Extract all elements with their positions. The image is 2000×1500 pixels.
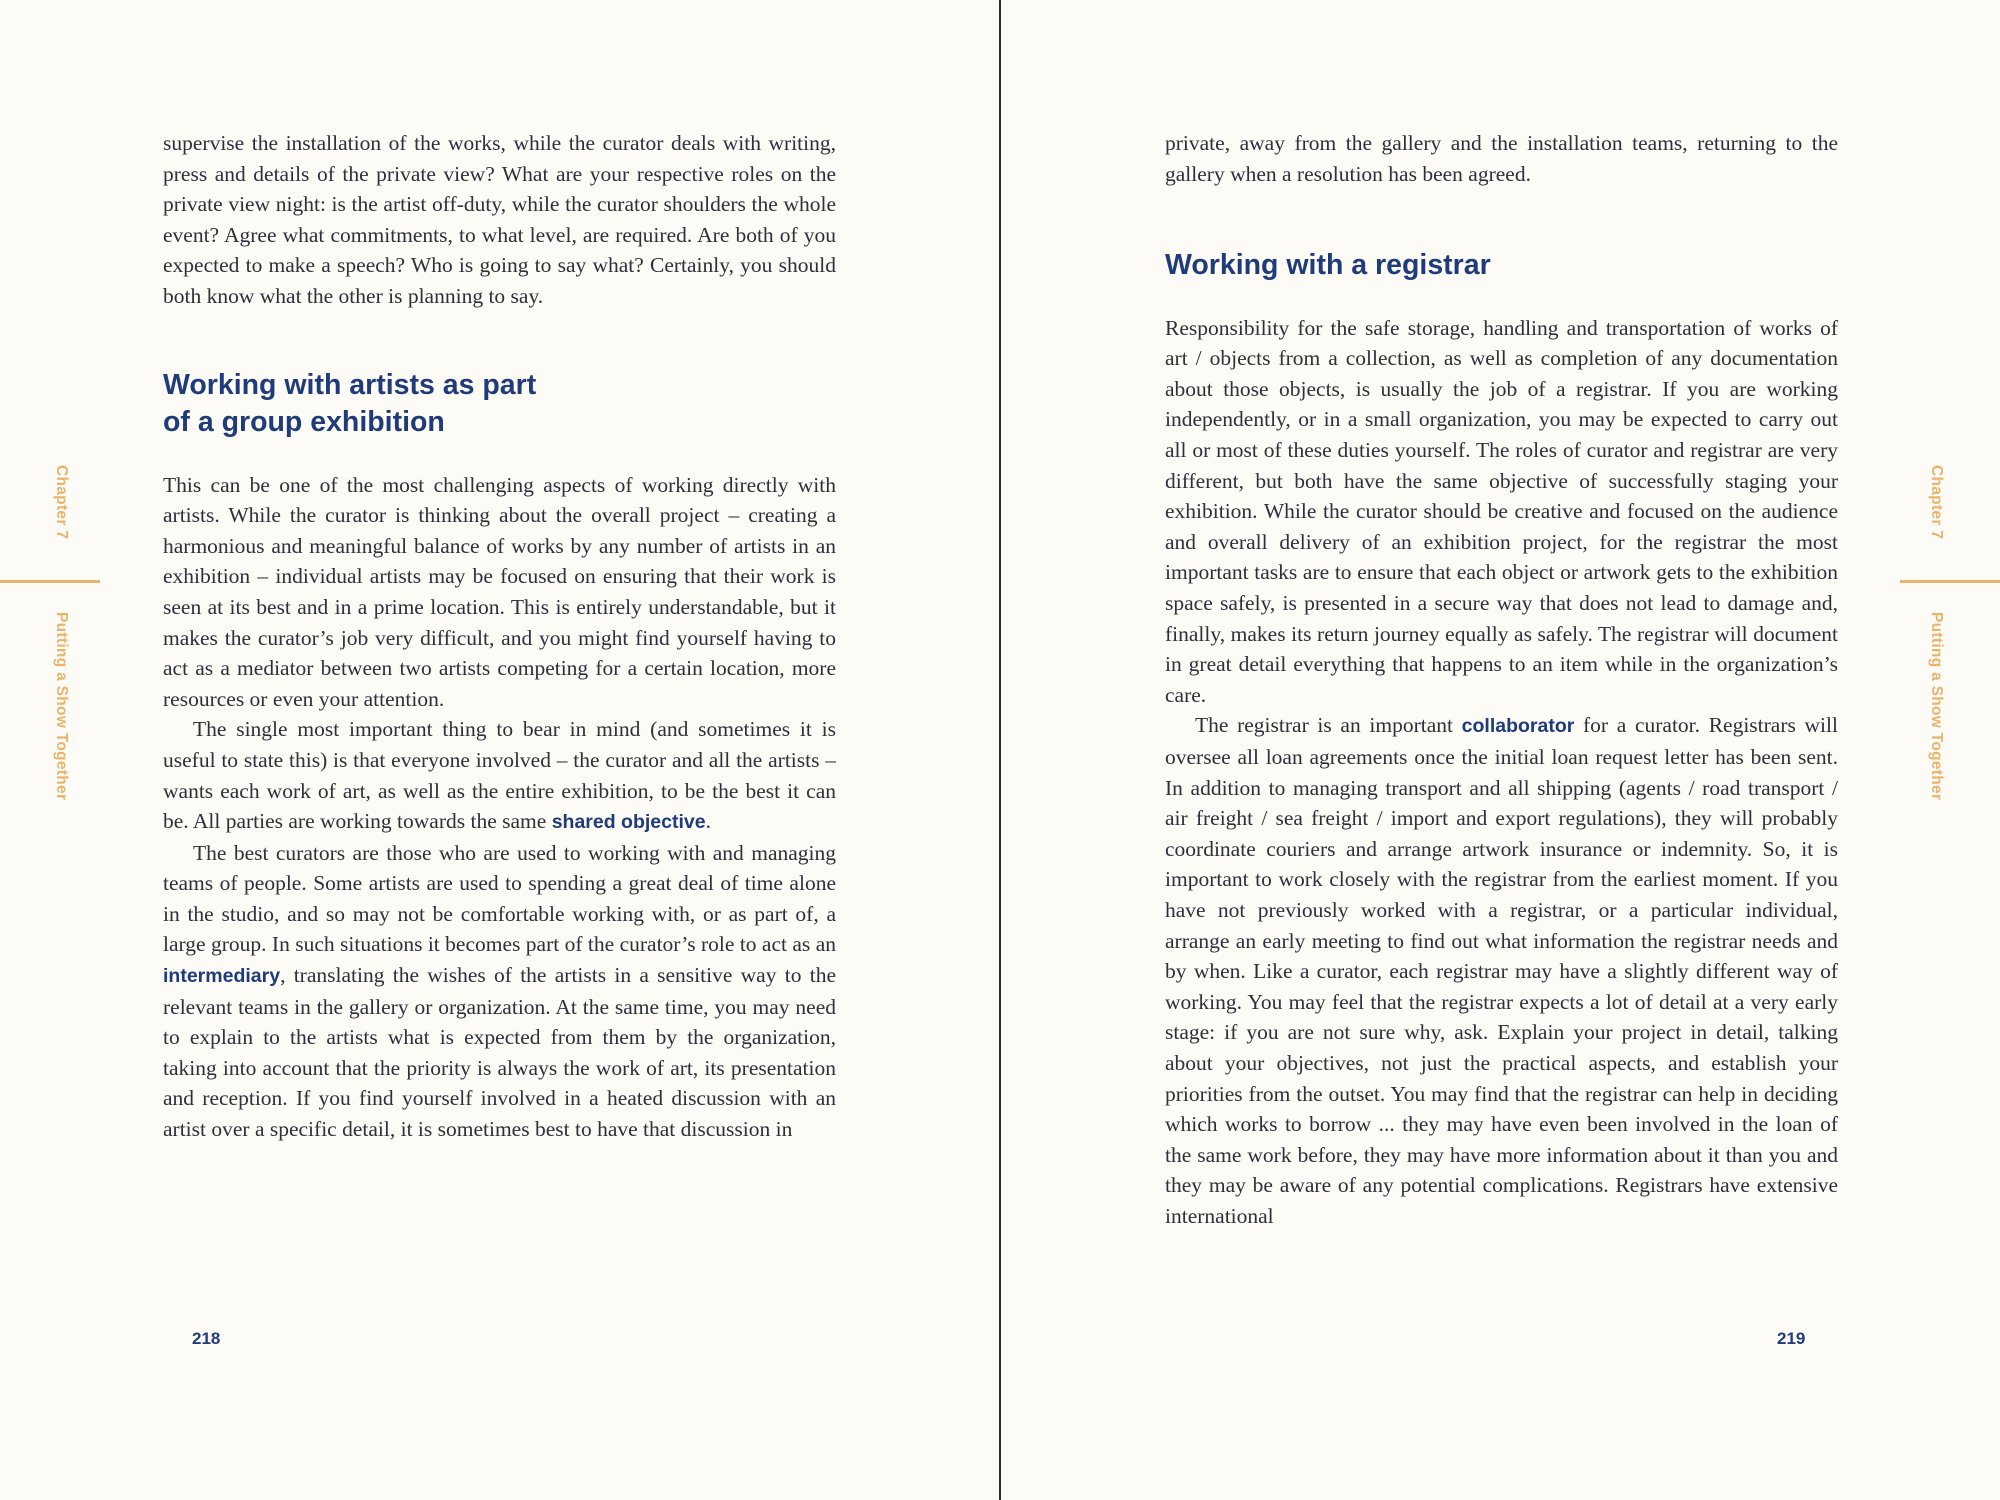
keyword-collaborator: collaborator: [1461, 715, 1575, 738]
section-tab-label: Putting a Show Together: [53, 612, 70, 801]
tab-divider: [1900, 580, 2000, 583]
right-text-column: [1165, 128, 1838, 1232]
body-paragraph: [1165, 710, 1838, 1231]
page-number: 218: [192, 1329, 221, 1348]
tab-divider: [0, 580, 100, 583]
body-paragraph: Responsibility for the safe storage, handling and transportation of works of art / objects from a collection, as well as completion of any documentation about those objects, is usually the job of a registrar. If you are working independently, or in a small organization, you may be expected to carry out all or most of these duties yourself. The roles of curator and registrar are very different, but both have the same objective of successfully staging your exhibition. While the curator should be creative and focused on the audience and overall delivery of an exhibition project, for the registrar the most important tasks are to ensure that each object or artwork gets to the exhibition space safely, is presented in a secure way that does not lead to damage and, finally, makes its return journey equally as safely. The registrar will document in great detail everything that happens to an item while in the organization’s care.: [1165, 315, 1838, 707]
heading-line-1: Working with artists as part: [163, 368, 537, 401]
paragraph-text: The single most important thing to bear in mind (and sometimes it is useful to state this) is that everyone involved – the curator and all the artists – wants each work of art, as well as the entire exhibition, to be the best it can be. All parties are working towards the same: [163, 717, 836, 834]
body-paragraph: [163, 714, 836, 837]
keyword-shared-objective: shared objective: [551, 811, 706, 834]
section-heading: [163, 367, 836, 442]
page-number: 219: [1777, 1329, 1806, 1348]
paragraph-text: .: [705, 809, 711, 834]
section-heading: Working with a registrar: [1165, 249, 1491, 282]
chapter-tab-label: Chapter 7: [53, 465, 70, 540]
section-tab-label: Putting a Show Together: [1928, 612, 1945, 801]
right-page: [1001, 0, 2000, 1500]
paragraph-text: , translating the wishes of the artists in a sensitive way to the relevant teams in the gallery or organization. At the same time, you may need to explain to the artists what is expected from them by the organization, taking into account that the priority is always the work of art, its presentation and reception. If you find yourself involved in a heated discussion with an artist over a specific detail, it is sometimes best to have that discussion in: [163, 963, 836, 1142]
keyword-intermediary: intermediary: [163, 965, 281, 988]
continued-paragraph: private, away from the gallery and the installation teams, returning to the gallery when a resolution has been agreed.: [1165, 131, 1838, 186]
chapter-tab-label: Chapter 7: [1928, 465, 1945, 540]
left-text-column: [163, 128, 836, 1145]
paragraph-text: The registrar is an important: [1195, 713, 1462, 738]
paragraph-text: The best curators are those who are used to working with and managing teams of people. Some artists are used to spending a great deal of time alone in the studio, and so may not be comfortable working with, or as part of, a large group. In such situations it becomes part of the curator’s role to act as an: [163, 840, 836, 957]
paragraph-text: for a curator. Registrars will oversee all loan agreements once the initial loan request letter has been sent. In addition to managing transport and all shipping (agents / road transport / air freight / sea freight / import and export regulations), they will probably coordinate couriers and arrange artwork insurance or indemnity. So, it is important to work closely with the registrar from the earliest moment. If you have not previously worked with a registrar, or a particular individual, arrange an early meeting to find out what information the registrar needs and by when. Like a curator, each registrar may have a slightly different way of working. You may feel that the registrar expects a lot of detail at a very early stage: if you are not sure why, ask. Explain your project in detail, talking about your objectives, not just the practical aspects, and establish your priorities from the outset. You may find that the registrar can help in deciding which works to borrow ... they may have even been involved in the loan of the same work before, they may have more information about it than you and they may be aware of any potential complications. Registrars have extensive international: [1165, 713, 1838, 1228]
body-paragraph: This can be one of the most challenging aspects of working directly with artists. While the curator is thinking about the overall project – creating a harmonious and meaningful balance of works by any number of artists in an exhibition – individual artists may be focused on ensuring that their work is seen at its best and in a prime location. This is entirely understandable, but it makes the curator’s job very difficult, and you might find yourself having to act as a mediator between two artists competing for a certain location, more resources or even your attention.: [163, 472, 836, 711]
body-paragraph: [163, 838, 836, 1145]
continued-paragraph: supervise the installation of the works, while the curator deals with writing, press and details of the private view? What are your respective roles on the private view night: is the artist off-duty, while the curator shoulders the whole event? Agree what commitments, to what level, are required. Are both of you expected to make a speech? Who is going to say what? Certainly, you should both know what the other is planning to say.: [163, 131, 836, 308]
heading-line-2: of a group exhibition: [163, 406, 445, 439]
